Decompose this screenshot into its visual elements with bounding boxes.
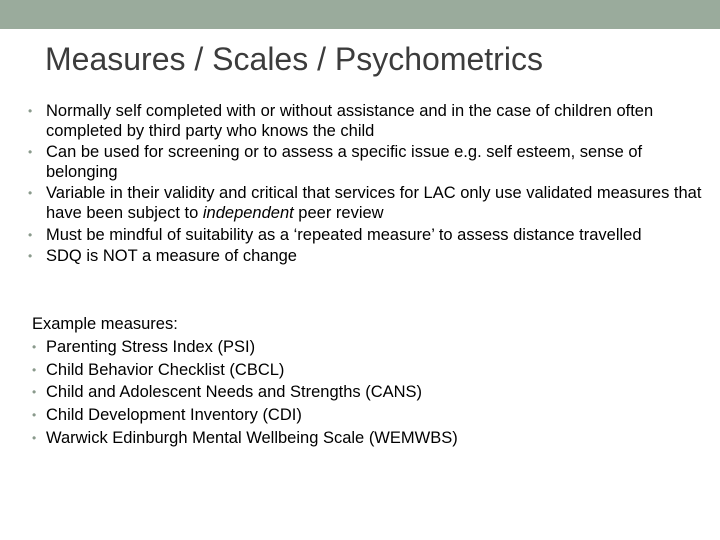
- bullet-text-part: peer review: [293, 203, 384, 222]
- emphasis-text: independent: [202, 203, 294, 222]
- slide-title: Measures / Scales / Psychometrics: [45, 41, 543, 77]
- bullet-text: Normally self completed with or without assistance and in the case of children often completed by third party who knows the child: [46, 102, 654, 140]
- bullet-item: [28, 184, 708, 223]
- bullet-text: Can be used for screening or to assess a specific issue e.g. self esteem, sense of belonging: [46, 143, 643, 181]
- example-item: [32, 359, 692, 382]
- main-bullet-list: [28, 102, 708, 269]
- example-text: Child Development Inventory (CDI): [46, 406, 302, 425]
- bullet-item: [28, 143, 708, 182]
- example-item: [32, 404, 692, 427]
- slide-header-bar: [0, 0, 720, 29]
- bullet-text: Must be mindful of suitability as a ‘repeated measure’ to assess distance travelled: [46, 225, 642, 244]
- bullet-item: [28, 102, 708, 141]
- example-measures-section: [32, 313, 692, 450]
- bullet-dot-icon: •: [28, 227, 33, 242]
- bullet-dot-icon: •: [32, 362, 37, 377]
- example-item: [32, 336, 692, 359]
- examples-heading: Example measures:: [32, 315, 178, 333]
- bullet-dot-icon: •: [28, 249, 33, 264]
- example-item: [32, 381, 692, 404]
- bullet-dot-icon: •: [28, 145, 33, 160]
- example-measures-list: [32, 336, 692, 450]
- bullet-dot-icon: •: [32, 408, 37, 423]
- bullet-dot-icon: •: [32, 339, 37, 354]
- bullet-text: SDQ is NOT a measure of change: [46, 247, 297, 266]
- bullet-text: [46, 184, 701, 222]
- bullet-item: [28, 226, 708, 246]
- example-text: Child and Adolescent Needs and Strengths (CANS): [46, 383, 423, 402]
- bullet-text-part: Variable in their validity and critical that services for LAC only use validated measures that have been subject to: [46, 184, 702, 222]
- bullet-dot-icon: •: [28, 186, 33, 201]
- example-text: Parenting Stress Index (PSI): [46, 337, 256, 356]
- bullet-dot-icon: •: [28, 104, 33, 118]
- bullet-item: [28, 247, 708, 267]
- example-item: [32, 427, 692, 450]
- example-text: Child Behavior Checklist (CBCL): [46, 360, 285, 379]
- bullet-dot-icon: •: [32, 385, 37, 400]
- example-text: Warwick Edinburgh Mental Wellbeing Scale (WEMWBS): [46, 428, 458, 447]
- bullet-dot-icon: •: [32, 430, 37, 445]
